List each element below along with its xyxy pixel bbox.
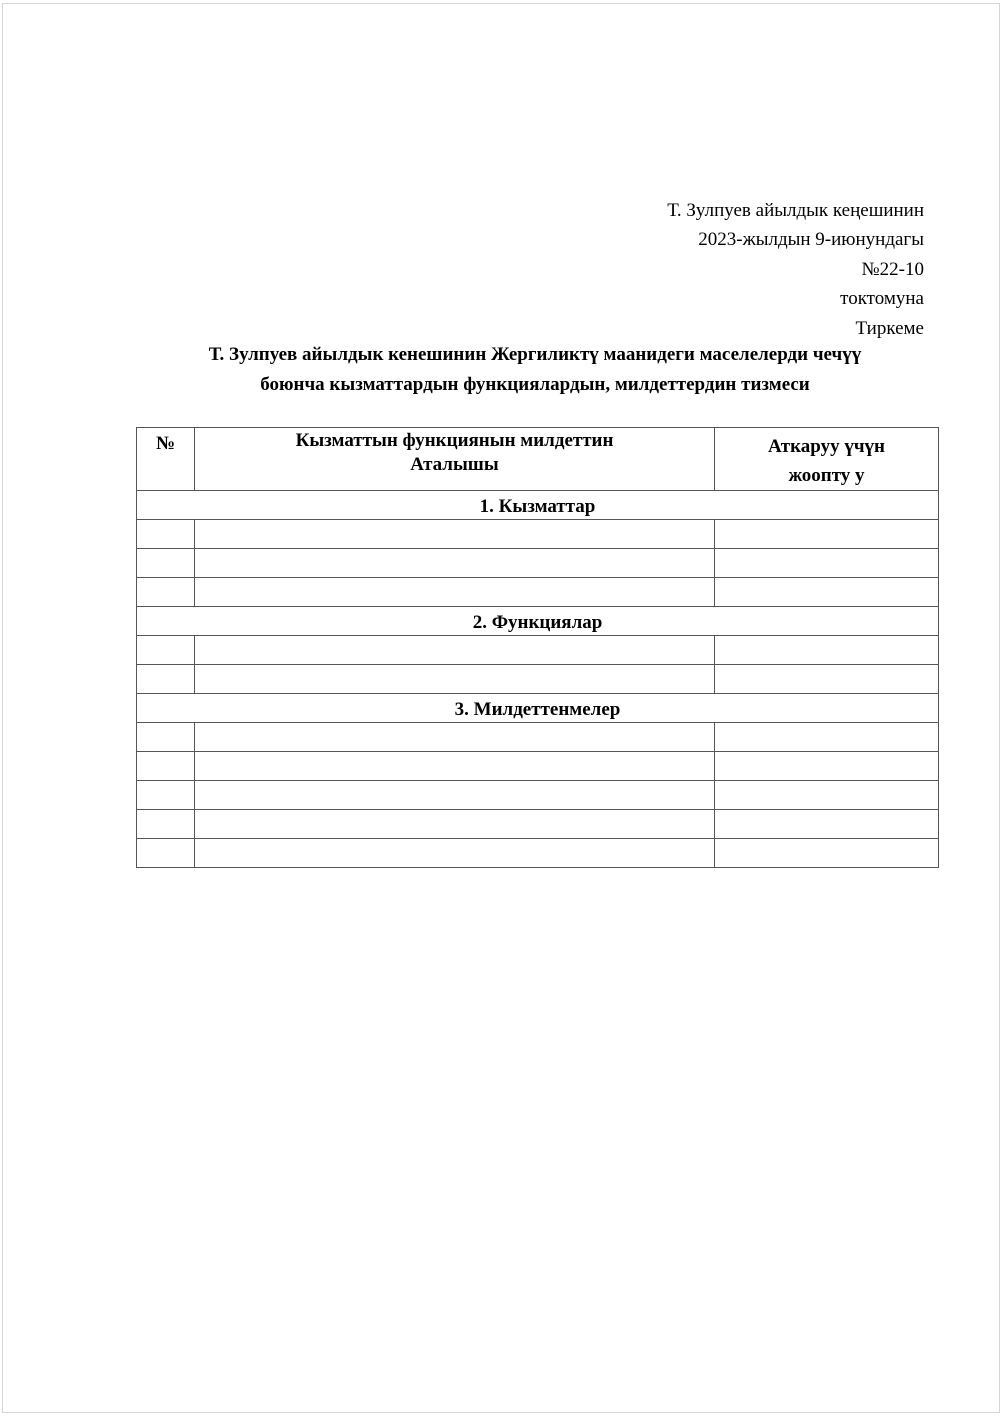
cell-responsible bbox=[715, 665, 939, 694]
cell-number bbox=[137, 549, 195, 578]
section-row-obligations bbox=[137, 694, 939, 723]
duties-table bbox=[136, 427, 939, 868]
header-responsible-line-1: Аткаруу үчүн bbox=[768, 436, 885, 457]
table-row bbox=[137, 810, 939, 839]
table-row bbox=[137, 752, 939, 781]
header-line-resolution: токтомуна bbox=[840, 288, 924, 310]
header-responsible-line-2: жоопту у bbox=[788, 465, 865, 486]
table-row bbox=[137, 839, 939, 868]
header-line-number: №22-10 bbox=[861, 258, 924, 280]
table-row bbox=[137, 636, 939, 665]
cell-number bbox=[137, 839, 195, 868]
header-responsible bbox=[715, 428, 939, 491]
header-line-council: Т. Зулпуев айылдык кеңешинин bbox=[667, 200, 924, 221]
section-title: 2. Функциялар bbox=[137, 607, 939, 636]
cell-name bbox=[195, 549, 715, 578]
header-number: № bbox=[137, 428, 195, 491]
cell-number bbox=[137, 781, 195, 810]
table-row bbox=[137, 723, 939, 752]
cell-responsible bbox=[715, 549, 939, 578]
table-row bbox=[137, 781, 939, 810]
cell-number bbox=[137, 636, 195, 665]
cell-number bbox=[137, 723, 195, 752]
cell-number bbox=[137, 810, 195, 839]
header-name bbox=[195, 428, 715, 491]
cell-name bbox=[195, 723, 715, 752]
section-title: 1. Кызматтар bbox=[137, 491, 939, 520]
cell-number bbox=[137, 520, 195, 549]
document-title-line-1: Т. Зулпуев айылдык кенешинин Жергиликтү маанидеги маселелерди чечүү bbox=[208, 344, 862, 365]
section-row-services bbox=[137, 491, 939, 520]
cell-number bbox=[137, 752, 195, 781]
cell-name bbox=[195, 578, 715, 607]
header-name-line-1: Кызматтын функциянын милдеттин bbox=[295, 430, 614, 451]
cell-number bbox=[137, 578, 195, 607]
header-name-line-2: Аталышы bbox=[410, 454, 499, 475]
cell-number bbox=[137, 665, 195, 694]
cell-name bbox=[195, 636, 715, 665]
section-row-functions bbox=[137, 607, 939, 636]
cell-name bbox=[195, 752, 715, 781]
cell-responsible bbox=[715, 839, 939, 868]
table-row bbox=[137, 549, 939, 578]
cell-name bbox=[195, 665, 715, 694]
cell-responsible bbox=[715, 578, 939, 607]
cell-responsible bbox=[715, 723, 939, 752]
cell-name bbox=[195, 839, 715, 868]
table-row bbox=[137, 520, 939, 549]
table-row bbox=[137, 665, 939, 694]
approval-header bbox=[504, 196, 924, 343]
cell-name bbox=[195, 810, 715, 839]
table-row bbox=[137, 578, 939, 607]
cell-responsible bbox=[715, 752, 939, 781]
table-header-row bbox=[137, 428, 939, 491]
header-line-appendix: Тиркеме bbox=[855, 317, 924, 339]
cell-name bbox=[195, 781, 715, 810]
cell-name bbox=[195, 520, 715, 549]
section-title: 3. Милдеттенмелер bbox=[137, 694, 939, 723]
header-line-date: 2023-жылдын 9-июнундагы bbox=[698, 229, 924, 251]
cell-responsible bbox=[715, 810, 939, 839]
document-title bbox=[100, 340, 970, 399]
document-title-line-2: боюнча кызматтардын функциялардын, милдеттердин тизмеси bbox=[260, 373, 810, 395]
cell-responsible bbox=[715, 781, 939, 810]
cell-responsible bbox=[715, 636, 939, 665]
cell-responsible bbox=[715, 520, 939, 549]
